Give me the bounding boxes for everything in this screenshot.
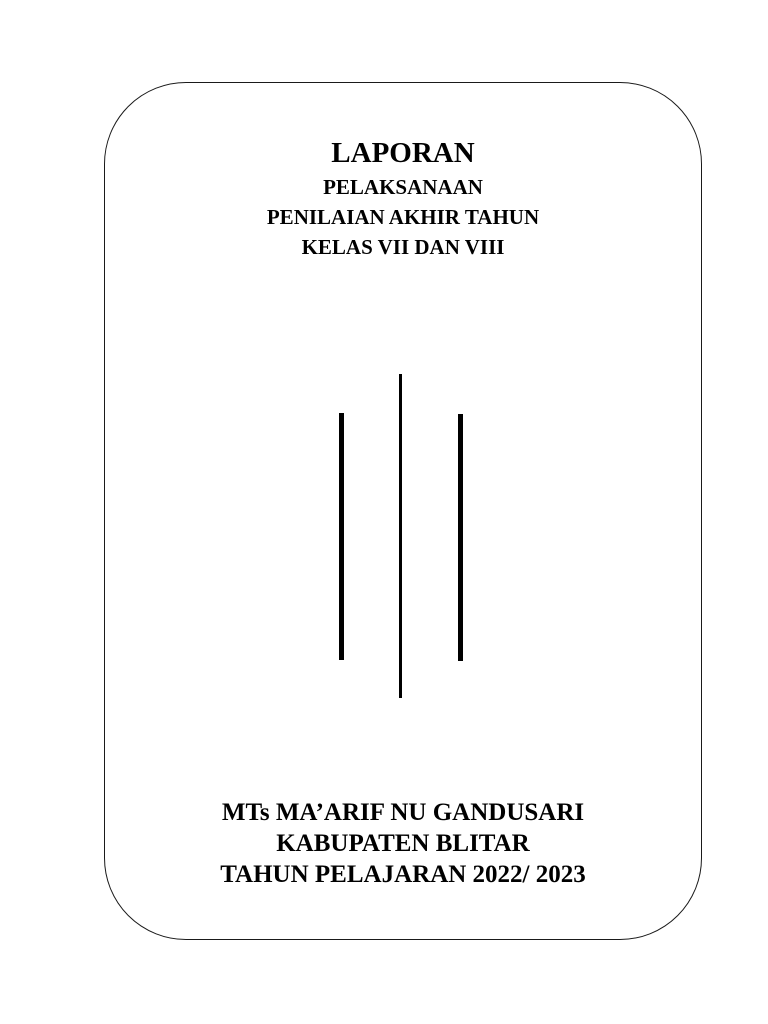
school-name: MTs MA’ARIF NU GANDUSARI [221,799,585,826]
academic-year: TAHUN PELAJARAN 2022/ 2023 [220,861,586,888]
decorative-bar-left [339,413,344,660]
decorative-bar-right [458,414,463,661]
subtitle-line-3: KELAS VII DAN VIII [301,235,505,259]
title-block [104,136,702,262]
subtitle-line-2: PENILAIAN AKHIR TAHUN [266,205,540,229]
institution-block [104,797,702,890]
decorative-bar-center [399,374,402,698]
report-title: LAPORAN [331,137,475,169]
regency-name: KABUPATEN BLITAR [276,830,530,857]
subtitle-line-1: PELAKSANAAN [323,175,483,199]
